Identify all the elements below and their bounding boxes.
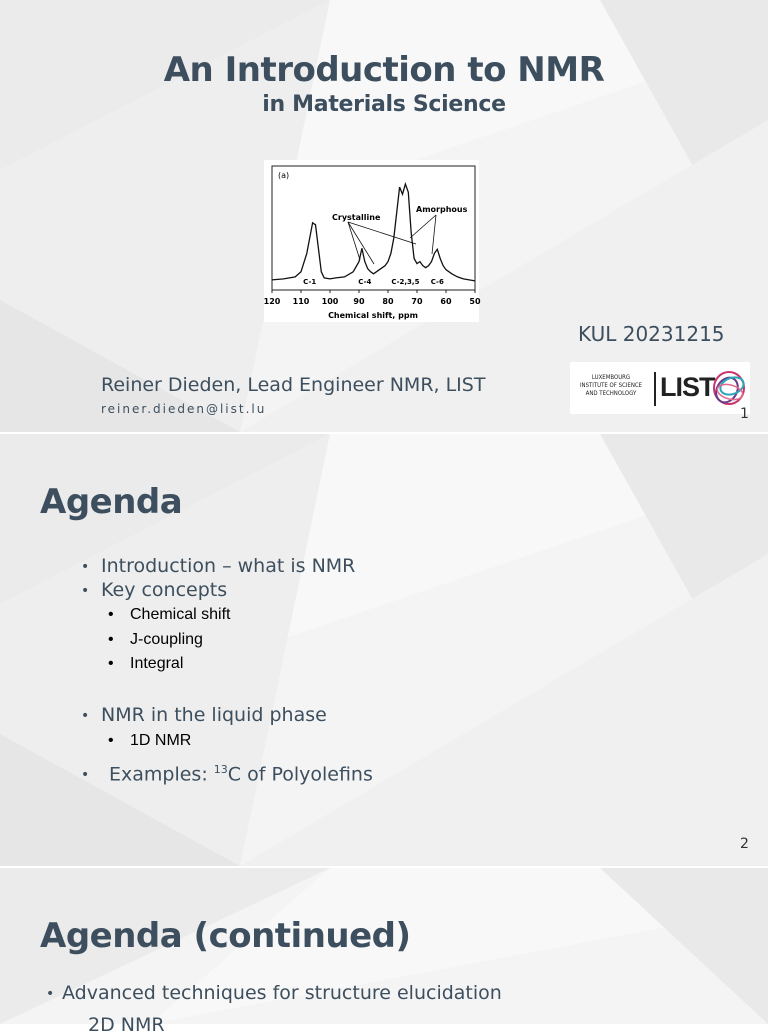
panel-label: (a) bbox=[278, 171, 290, 180]
slide-1 bbox=[0, 0, 768, 432]
slide-2 bbox=[0, 434, 768, 866]
presenter-email[interactable]: reiner.dieden@list.lu bbox=[101, 402, 267, 416]
page-number: 1 bbox=[740, 406, 749, 422]
logo-divider bbox=[654, 372, 656, 406]
annotation-arrow bbox=[348, 222, 416, 244]
bullet-item: • Key concepts bbox=[81, 579, 228, 601]
logo-institute-text: LUXEMBOURG INSTITUTE OF SCIENCE AND TECHNOLOGY bbox=[579, 374, 643, 397]
sub-bullet-item: • 1D NMR bbox=[108, 732, 192, 749]
peak-label: C-6 bbox=[430, 278, 444, 286]
annotation-arrow bbox=[348, 222, 374, 264]
bullet-item: • Examples: $^{13}$C of Polyolefins bbox=[81, 763, 373, 786]
sub-bullet-item: 2D NMR bbox=[88, 1014, 165, 1036]
sub-bullet-item: • Chemical shift bbox=[108, 606, 231, 623]
x-tick-label: 80 bbox=[382, 297, 394, 306]
x-tick-label: 90 bbox=[353, 297, 365, 306]
presentation-subtitle: in Materials Science bbox=[262, 92, 506, 117]
x-tick-label: 120 bbox=[263, 297, 281, 306]
page-number: 2 bbox=[740, 836, 749, 852]
bullet-item: • Introduction – what is NMR bbox=[81, 555, 356, 577]
nmr-spectrum-svg bbox=[264, 160, 479, 322]
presentation-title: An Introduction to NMR bbox=[163, 50, 605, 90]
slide-3 bbox=[0, 868, 768, 1036]
list-logo bbox=[570, 362, 750, 414]
bullet-item: • NMR in the liquid phase bbox=[81, 704, 327, 726]
x-tick-label: 110 bbox=[292, 297, 310, 306]
slide-title: Agenda (continued) bbox=[40, 916, 411, 956]
annotation-arrow bbox=[410, 215, 436, 238]
annotation-arrow bbox=[432, 215, 436, 254]
annotation-crystalline: Crystalline bbox=[332, 213, 381, 222]
spectrum-line bbox=[272, 184, 475, 281]
sub-bullet-item: • Integral bbox=[108, 655, 184, 672]
logo-circles-icon bbox=[710, 368, 748, 408]
bullet-item: • Advanced techniques for structure elucidation bbox=[46, 982, 502, 1004]
annotation-amorphous: Amorphous bbox=[416, 205, 468, 214]
nmr-spectrum-chart bbox=[264, 160, 479, 322]
plot-frame bbox=[272, 166, 475, 290]
peak-label: C-2,3,5 bbox=[391, 278, 420, 286]
x-axis-label: Chemical shift, ppm bbox=[328, 311, 418, 320]
x-tick-label: 50 bbox=[469, 297, 481, 306]
annotation-arrow bbox=[348, 222, 360, 260]
presenter-name: Reiner Dieden, Lead Engineer NMR, LIST bbox=[101, 374, 486, 396]
slide-title: Agenda bbox=[40, 482, 183, 522]
x-tick-label: 70 bbox=[411, 297, 423, 306]
logo-wordmark: LIST bbox=[660, 372, 715, 402]
x-tick-label: 60 bbox=[440, 297, 452, 306]
peak-label: C-4 bbox=[358, 278, 372, 286]
x-tick-label: 100 bbox=[321, 297, 339, 306]
sub-bullet-item: • J-coupling bbox=[108, 631, 203, 648]
event-code: KUL 20231215 bbox=[578, 322, 725, 346]
peak-label: C-1 bbox=[303, 278, 317, 286]
